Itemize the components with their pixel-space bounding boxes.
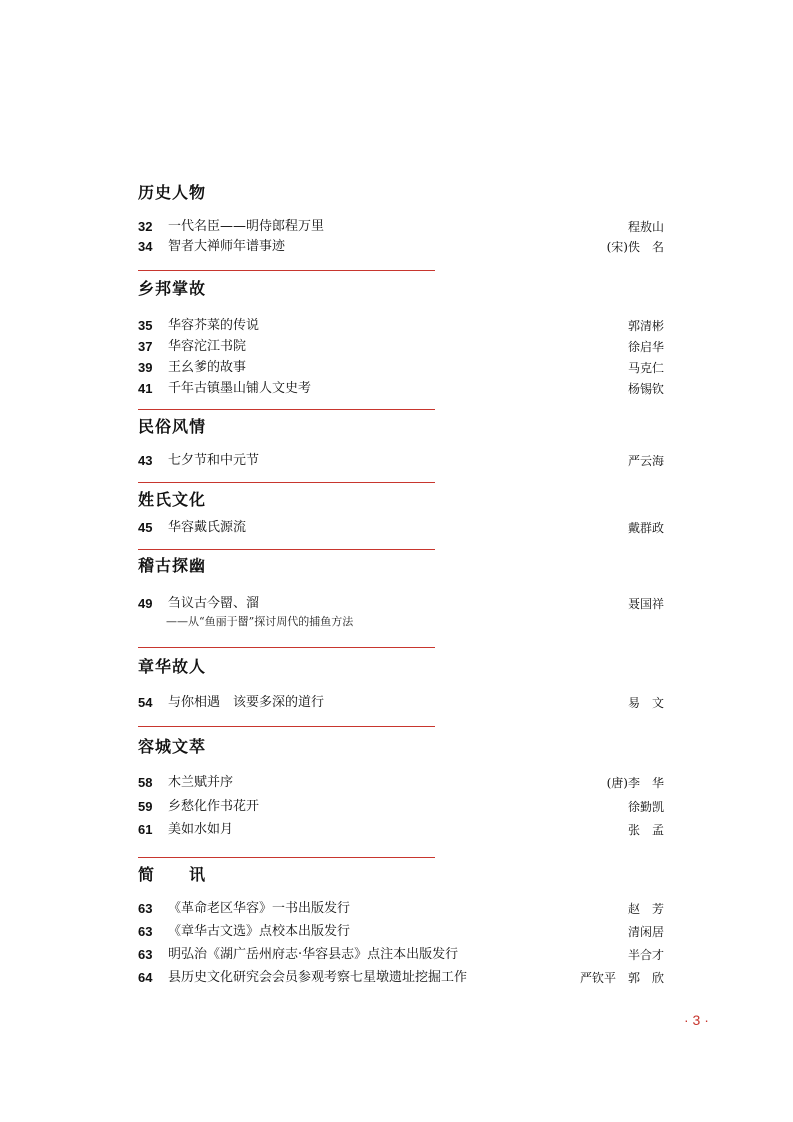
entry-subtitle: ——从“鱼丽于罶”探讨周代的捕鱼方法 [166,615,354,628]
entry-author: (宋)佚 名 [606,240,664,254]
section-heading-local-anecdotes: 乡邦掌故 [138,279,207,298]
page-number: 45 [138,520,153,535]
entry-author: 赵 芳 [627,902,664,916]
page-number: 64 [138,970,153,985]
toc-entry[interactable] [138,359,664,377]
entry-author: 清闲居 [627,925,664,939]
entry-author: 徐启华 [627,340,664,354]
page-number: 63 [138,947,153,962]
entry-title: 智者大禅师年谱事迹 [168,239,286,254]
entry-author: 张 孟 [627,823,664,837]
entry-title: 华容沱江书院 [168,339,247,354]
toc-entry[interactable] [138,900,664,918]
entry-title: 与你相遇 该要多深的道行 [168,695,325,710]
entry-author: 戴群政 [627,521,664,535]
page-number-footer: · 3 · [684,1012,709,1028]
entry-author: 易 文 [627,696,664,710]
toc-entry[interactable] [138,595,664,613]
entry-title: 明弘治《湖广岳州府志·华容县志》点注本出版发行 [168,947,459,962]
entry-title: 七夕节和中元节 [168,453,260,468]
entry-title: 王幺爹的故事 [168,360,247,375]
entry-title: 乡愁化作书花开 [168,799,260,814]
entry-title: 美如水如月 [168,822,234,837]
toc-entry[interactable] [138,798,664,816]
section-heading-ancient-exploration: 稽古探幽 [138,556,207,575]
page-number: 43 [138,453,153,468]
toc-entry[interactable] [138,338,664,356]
page-number: 49 [138,596,153,611]
entry-title: 华容芥菜的传说 [168,318,260,333]
entry-title: 刍议古今罶、溜 [168,596,260,611]
entry-author: 马克仁 [627,361,664,375]
section-heading-folk-customs: 民俗风情 [138,417,207,436]
toc-entry[interactable] [138,946,664,964]
toc-entry[interactable] [138,774,664,792]
toc-entry[interactable] [138,694,664,712]
entry-author: 程敖山 [627,220,664,234]
section-heading-zhanghua-people: 章华故人 [138,657,207,676]
entry-author: 聂国祥 [627,597,664,611]
toc-entry[interactable] [138,218,664,236]
section-divider [138,482,435,483]
entry-title: 《章华古文选》点校本出版发行 [168,924,351,939]
entry-title: 木兰赋并序 [168,775,234,790]
toc-entry[interactable] [138,519,664,537]
toc-entry[interactable] [138,380,664,398]
section-divider [138,857,435,858]
entry-title: 华容戴氏源流 [168,520,247,535]
section-divider [138,270,435,271]
toc-entry[interactable] [138,238,664,256]
entry-author: 徐勤凯 [627,800,664,814]
page-number: 63 [138,924,153,939]
entry-title: 县历史文化研究会会员参观考察七星墩遗址挖掘工作 [168,970,468,985]
section-heading-history-figures: 历史人物 [138,183,207,202]
entry-author: (唐)李 华 [606,776,664,790]
entry-author: 杨锡钦 [627,382,664,396]
page-number: 37 [138,339,153,354]
page-number: 54 [138,695,153,710]
section-heading-rongcheng-writings: 容城文萃 [138,737,207,756]
page-number: 32 [138,219,153,234]
section-heading-surname-culture: 姓氏文化 [138,490,207,509]
toc-entry[interactable] [138,317,664,335]
page-number: 35 [138,318,153,333]
page-number: 61 [138,822,153,837]
entry-title: 《革命老区华容》一书出版发行 [168,901,351,916]
section-heading-news-briefs: 简 讯 [138,865,207,884]
toc-entry[interactable] [138,452,664,470]
page-number: 41 [138,381,153,396]
entry-title: 千年古镇墨山铺人文史考 [168,381,312,396]
section-divider [138,726,435,727]
toc-entry[interactable] [138,821,664,839]
toc-entry[interactable] [138,923,664,941]
entry-author: 严云海 [627,454,664,468]
section-divider [138,409,435,410]
toc-entry[interactable] [138,969,664,987]
page-number: 39 [138,360,153,375]
page-number: 58 [138,775,153,790]
entry-author: 严钦平 郭 欣 [579,971,664,985]
section-divider [138,549,435,550]
entry-author: 半合才 [627,948,664,962]
page-number: 63 [138,901,153,916]
entry-title: 一代名臣——明侍郎程万里 [168,219,325,234]
section-divider [138,647,435,648]
page-number: 34 [138,239,153,254]
entry-author: 郭清彬 [627,319,664,333]
page-number: 59 [138,799,153,814]
